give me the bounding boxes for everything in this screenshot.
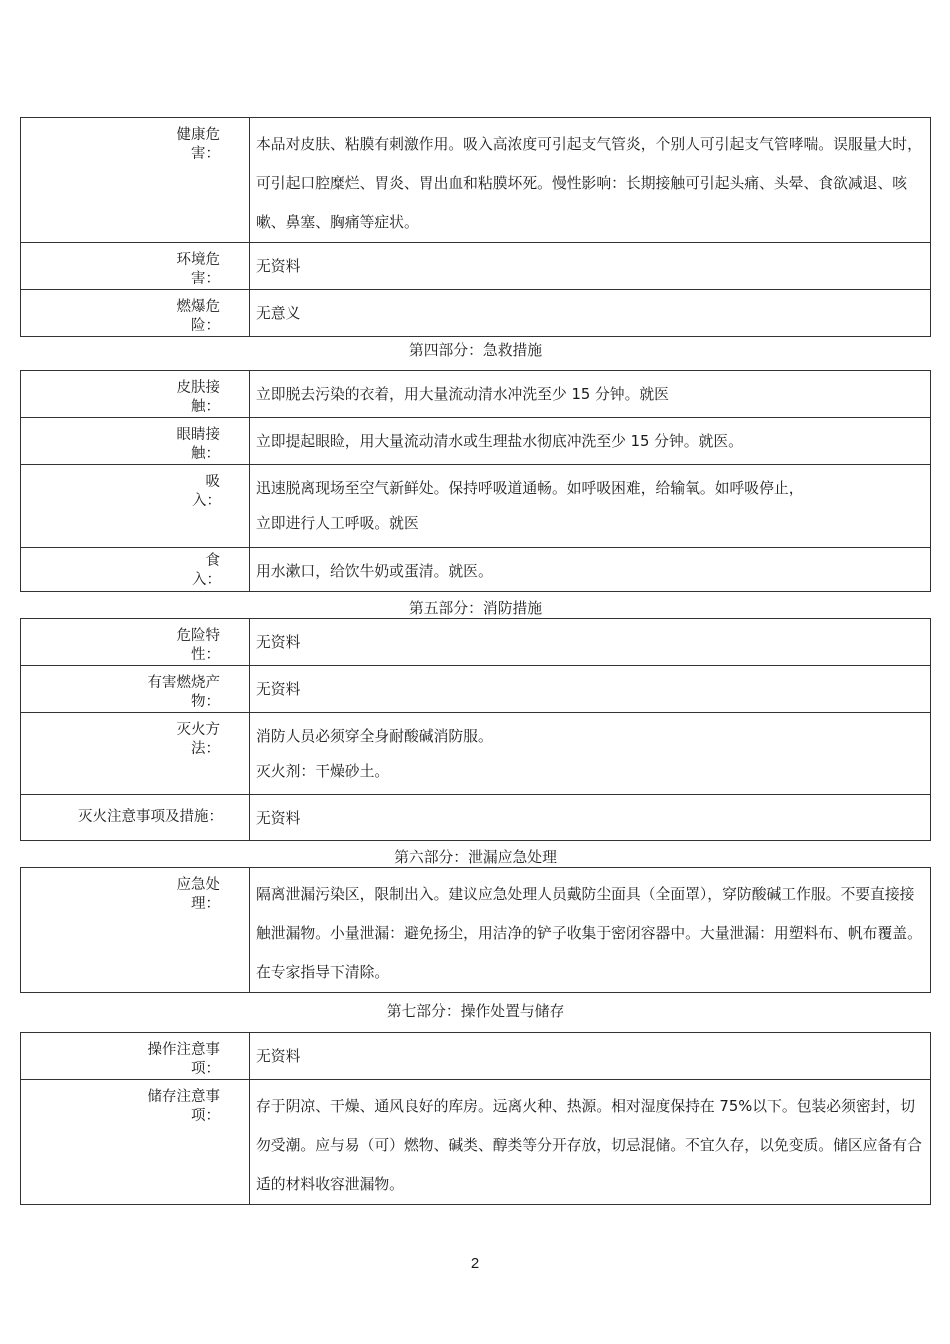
row-value-line: 迅速脱离现场至空气新鲜处。保持呼吸道通畅。如呼吸困难，给输氧。如呼吸停止， [256,480,804,497]
hazard-table [20,117,931,337]
table-row [21,795,931,841]
row-label: 灭火注意事项及措施： [78,809,223,825]
row-label: 吸入： [192,474,221,509]
row-value: 存于阴凉、干燥、通风良好的库房。远离火种、热源。相对湿度保持在 75%以下。包装必须密封，切勿受潮。应与易（可）燃物、碱类、醇类等分开存放，切忌混储。不宜久存，以免变质。储区应备有合适的材料收容泄漏物。 [256,1098,922,1193]
row-value: 无资料 [256,681,301,698]
table-row [21,290,931,337]
table-row [21,371,931,418]
row-label: 危险特性： [176,628,220,663]
table-row [21,868,931,993]
row-label: 灭火方法： [176,722,220,757]
table-row [21,1033,931,1080]
row-value: 无意义 [256,305,301,322]
row-value: 立即脱去污染的衣着，用大量流动清水冲洗至少 15 分钟。就医 [256,386,669,403]
table-row [21,465,931,548]
table-row [21,548,931,592]
row-value: 无资料 [256,634,301,651]
spill-response-table [20,867,931,993]
table-row [21,418,931,465]
row-value: 立即提起眼睑，用大量流动清水或生理盐水彻底冲洗至少 15 分钟。就医。 [256,433,743,450]
row-label: 眼睛接触： [176,427,220,462]
row-label: 皮肤接触： [176,380,220,415]
row-label: 健康危害： [176,127,220,162]
page-number: 2 [470,1255,480,1272]
row-label: 有害燃烧产物： [147,675,220,710]
section-title: 第四部分：急救措施 [408,342,543,359]
table-row [21,713,931,795]
row-label: 环境危害： [176,252,220,287]
row-value-line: 灭火剂：干燥砂土。 [256,763,390,780]
table-row [21,666,931,713]
row-value-line: 消防人员必须穿全身耐酸碱消防服。 [256,728,493,745]
row-label: 燃爆危险： [176,299,220,334]
row-value: 用水漱口，给饮牛奶或蛋清。就医。 [256,563,493,580]
row-value: 本品对皮肤、粘膜有刺激作用。吸入高浓度可引起支气管炎，个别人可引起支气管哮喘。误服量大时，可引起口腔糜烂、胃炎、胃出血和粘膜坏死。慢性影响：长期接触可引起头痛、头晕、食欲减退、咳嗽、鼻塞、胸痛等症状。 [256,136,922,231]
row-value-line: 立即进行人工呼吸。就医 [256,515,419,532]
row-value: 无资料 [256,810,301,827]
row-label: 操作注意事项： [147,1042,220,1077]
table-row [21,619,931,666]
fire-fighting-table [20,618,931,841]
row-label: 储存注意事项： [147,1089,220,1124]
section-title: 第五部分：消防措施 [408,600,543,617]
row-value: 无资料 [256,1048,301,1065]
handling-storage-table [20,1032,931,1205]
section-title: 第六部分：泄漏应急处理 [394,849,557,866]
table-row [21,1080,931,1205]
section-title: 第七部分：操作处置与储存 [386,1003,565,1020]
row-value: 隔离泄漏污染区，限制出入。建议应急处理人员戴防尘面具（全面罩），穿防酸碱工作服。不要直接接触泄漏物。小量泄漏：避免扬尘，用洁净的铲子收集于密闭容器中。大量泄漏：用塑料布、帆布覆盖。在专家指导下清除。 [256,886,922,981]
table-row [21,118,931,243]
table-row [21,243,931,290]
first-aid-table [20,370,931,592]
row-label: 食入： [192,553,221,588]
row-value: 无资料 [256,258,301,275]
row-label: 应急处理： [176,877,220,912]
